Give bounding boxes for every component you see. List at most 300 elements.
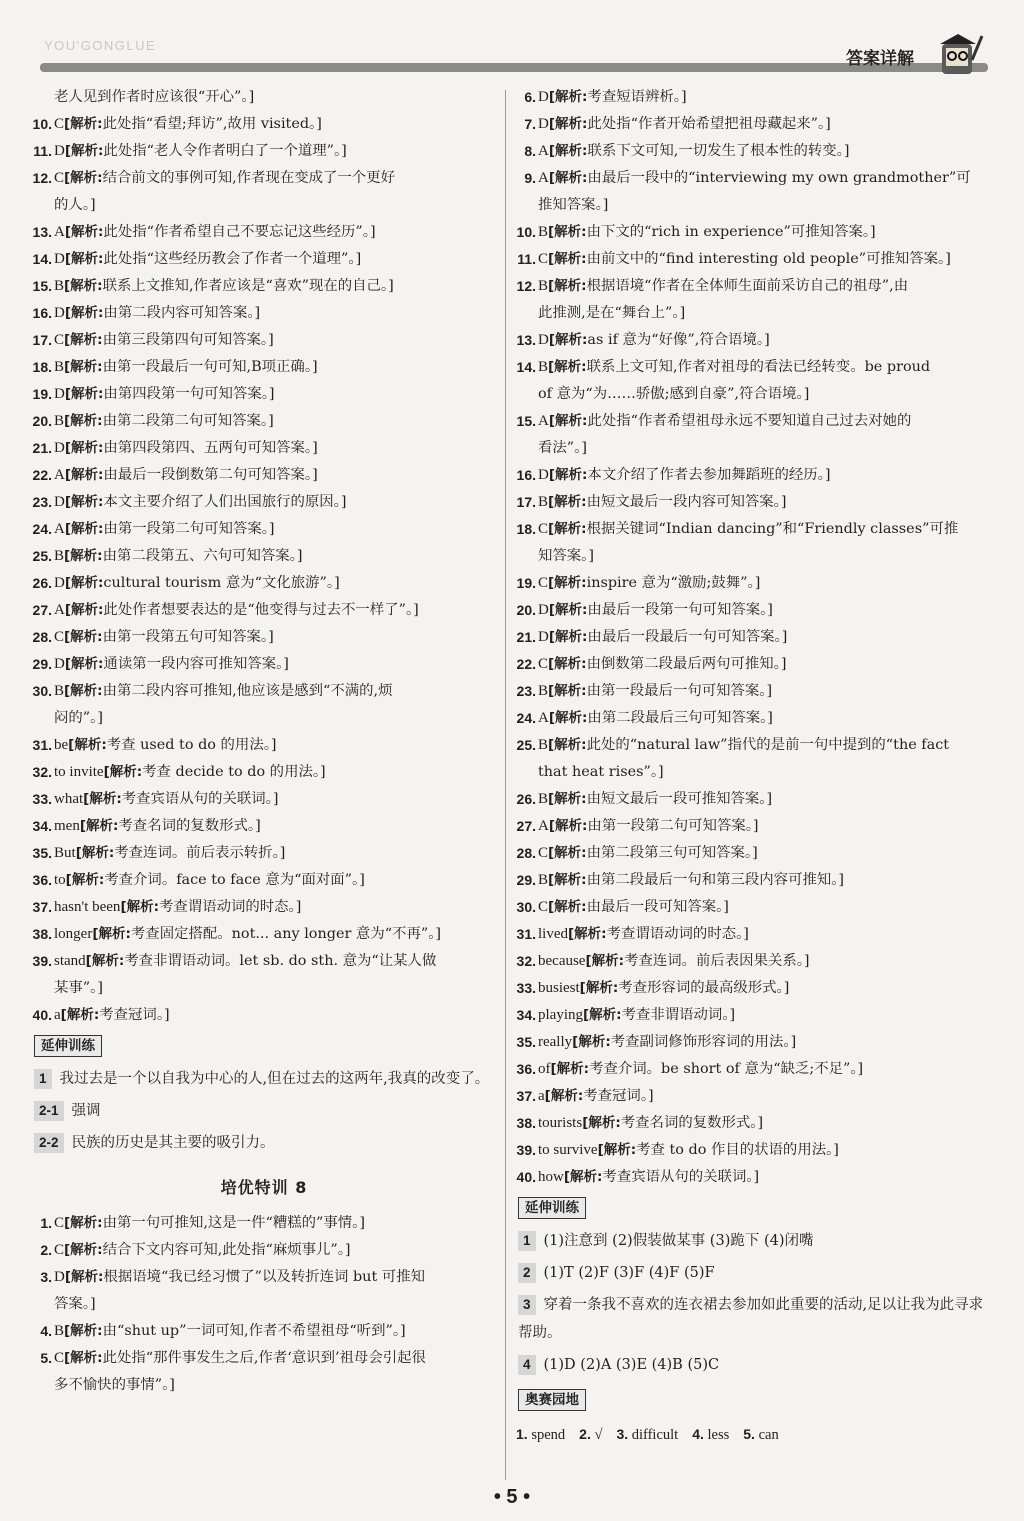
item-answer: D [54, 305, 65, 321]
answer-item [512, 1137, 984, 1164]
item-number: 21. [516, 629, 536, 645]
analysis-label: [解析: [79, 818, 119, 834]
answer-item [512, 894, 984, 921]
item-number: 35. [32, 845, 52, 861]
analysis-label: [解析: [64, 1215, 103, 1231]
item-answer: C [538, 656, 549, 672]
item-number: 22. [516, 656, 536, 672]
item-explanation: 由第一段第五句可知答案。] [102, 629, 274, 645]
item-answer: to invite [54, 764, 104, 780]
answer-item [512, 570, 984, 597]
item-explanation: as if 意为“好像”,符合语境。] [587, 332, 770, 348]
answer-item [28, 867, 500, 894]
analysis-label: [解析: [548, 710, 588, 726]
item-explanation: 由下文的“rich in experience”可推知答案。] [586, 224, 876, 240]
item-answer: B [538, 791, 549, 807]
item-answer: D [538, 467, 549, 483]
extension-text: 穿着一条我不喜欢的连衣裙去参加如此重要的活动,足以让我为此寻求帮助。 [518, 1297, 984, 1341]
answer-item [28, 84, 500, 111]
item-continuation: 多不愉快的事情”。] [54, 1377, 175, 1393]
header-title: 答案详解 [846, 49, 914, 69]
item-number: 31. [32, 737, 52, 753]
answer-item [28, 543, 500, 570]
item-answer: C [54, 170, 65, 186]
item-explanation: 由最后一段第一句可知答案。] [587, 602, 773, 618]
analysis-label: [解析: [548, 332, 588, 348]
answer-item [512, 624, 984, 651]
item-explanation: cultural tourism 意为“文化旅游”。] [103, 575, 340, 591]
contest-item [616, 1427, 678, 1443]
item-answer: B [54, 548, 65, 564]
analysis-label: [解析: [64, 683, 103, 699]
item-answer: B [54, 1323, 65, 1339]
contest-item [516, 1427, 565, 1443]
item-answer: A [538, 710, 549, 726]
answer-item [28, 921, 500, 948]
item-explanation: 考查 to do 作目的状语的用法。] [636, 1142, 839, 1158]
item-explanation: 考查谓语动词的时态。] [159, 899, 302, 915]
answer-item [512, 246, 984, 273]
item-continuation: 看法”。] [538, 440, 587, 456]
item-answer: D [54, 440, 65, 456]
analysis-label: [解析: [64, 548, 103, 564]
analysis-label: [解析: [64, 1323, 103, 1339]
item-explanation: 由第二段第二句可知答案。] [102, 413, 274, 429]
item-answer: C [538, 899, 549, 915]
item-answer: A [538, 170, 549, 186]
item-number: 15. [516, 413, 536, 429]
item-explanation: 由最后一段中的“interviewing my own grandmother”可 [587, 170, 971, 186]
item-explanation: 考查宾语从句的关联词。] [121, 791, 279, 807]
item-answer: C [538, 521, 549, 537]
analysis-label: [解析: [64, 467, 104, 483]
item-explanation: 由第二段内容可推知,他应该是感到“不满的,烦 [102, 683, 393, 699]
contest-answer: √ [594, 1427, 603, 1443]
item-answer: B [54, 683, 65, 699]
extension-number: 2-1 [34, 1101, 64, 1121]
analysis-label: [解析: [548, 818, 588, 834]
left-answer-list-2 [28, 1210, 500, 1399]
item-answer: D [54, 575, 65, 591]
extension-text: (1)D (2)A (3)E (4)B (5)C [543, 1357, 720, 1373]
analysis-label: [解析: [120, 899, 160, 915]
answer-item [28, 273, 500, 300]
answer-item [512, 219, 984, 246]
item-explanation: 由第一句可推知,这是一件“糟糕的”事情。] [102, 1215, 365, 1231]
item-number: 17. [32, 332, 52, 348]
item-answer: a [54, 1007, 61, 1023]
item-answer: C [54, 629, 65, 645]
item-explanation: 考查非谓语动词。let sb. do sth. 意为“让某人做 [124, 953, 437, 969]
analysis-label: [解析: [548, 683, 587, 699]
answer-item [28, 894, 500, 921]
item-explanation: 此处作者想要表达的是“他变得与过去不一样了”。] [103, 602, 419, 618]
item-explanation: 由前文中的“find interesting old people”可推知答案。] [586, 251, 951, 267]
answer-item [28, 219, 500, 246]
item-continuation: 知答案。] [538, 548, 594, 564]
item-explanation: 由第一段第二句可知答案。] [103, 521, 275, 537]
analysis-label: [解析: [85, 953, 125, 969]
right-answer-list [512, 84, 984, 1191]
contest-number: 1. [516, 1426, 528, 1442]
item-number: 17. [516, 494, 536, 510]
item-explanation: 由第二段最后一句和第三段内容可推知。] [586, 872, 845, 888]
item-answer: playing [538, 1007, 583, 1023]
analysis-label: [解析: [64, 575, 104, 591]
item-number: 5. [40, 1350, 52, 1366]
extension-number: 4 [518, 1355, 536, 1375]
left-column [28, 84, 500, 1399]
item-continuation: 推知答案。] [538, 197, 609, 213]
analysis-label: [解析: [548, 224, 587, 240]
answer-item [512, 678, 984, 705]
item-answer: A [538, 143, 549, 159]
answer-item [28, 354, 500, 381]
item-explanation: 根据语境“作者在全体师生面前采访自己的祖母”,由 [586, 278, 909, 294]
extension-text: 民族的历史是其主要的吸引力。 [71, 1135, 275, 1151]
item-explanation: 由倒数第二段最后两句可推知。] [586, 656, 787, 672]
item-explanation: 由最后一段可知答案。] [586, 899, 729, 915]
analysis-label: [解析: [585, 953, 625, 969]
item-number: 23. [32, 494, 52, 510]
answer-item [512, 840, 984, 867]
item-number: 24. [32, 521, 52, 537]
answer-item [512, 786, 984, 813]
contest-answers [516, 1421, 984, 1448]
item-explanation: 考查谓语动词的时态。] [606, 926, 749, 942]
item-explanation: 考查 decide to do 的用法。] [142, 764, 326, 780]
item-explanation: 由第二段第三句可知答案。] [586, 845, 758, 861]
contest-answer: less [707, 1427, 730, 1443]
item-explanation: 联系下文可知,一切发生了根本性的转变。] [587, 143, 850, 159]
analysis-label: [解析: [548, 170, 588, 186]
analysis-label: [解析: [548, 845, 587, 861]
analysis-label: [解析: [582, 1115, 621, 1131]
answer-item [512, 975, 984, 1002]
item-number: 25. [516, 737, 536, 753]
item-answer: D [538, 89, 549, 105]
item-answer: be [54, 737, 69, 753]
extension-text: 强调 [71, 1103, 101, 1119]
item-explanation: 此处指“作者希望自己不要忘记这些经历”。] [103, 224, 376, 240]
answer-item [28, 516, 500, 543]
answer-item [512, 867, 984, 894]
extension-number: 1 [34, 1069, 52, 1089]
item-answer: hasn't been [54, 899, 121, 915]
analysis-label: [解析: [64, 359, 103, 375]
item-number: 19. [32, 386, 52, 402]
item-answer: C [538, 251, 549, 267]
answer-item [512, 1083, 984, 1110]
extension-item [34, 1129, 500, 1157]
item-number: 14. [516, 359, 536, 375]
item-number: 28. [516, 845, 536, 861]
analysis-label: [解析: [64, 440, 104, 456]
item-number: 28. [32, 629, 52, 645]
item-explanation: 结合下文内容可知,此处指“麻烦事儿”。] [102, 1242, 351, 1258]
item-number: 11. [33, 143, 52, 159]
answer-item [512, 1110, 984, 1137]
item-answer: what [54, 791, 84, 807]
analysis-label: [解析: [548, 656, 587, 672]
item-explanation: 由“shut up”一词可知,作者不希望祖母“听到”。] [102, 1323, 406, 1339]
analysis-label: [解析: [64, 494, 104, 510]
item-number: 40. [516, 1169, 536, 1185]
item-number: 4. [40, 1323, 52, 1339]
item-explanation: 此处指“看望;拜访”,故用 visited。] [102, 116, 322, 132]
item-explanation: 老人见到作者时应该很“开心”。] [54, 89, 255, 105]
contest-number: 4. [692, 1426, 704, 1442]
item-answer: to [54, 872, 66, 888]
analysis-label: [解析: [64, 386, 104, 402]
item-answer: of [538, 1061, 551, 1077]
analysis-label: [解析: [64, 332, 103, 348]
item-number: 34. [516, 1007, 536, 1023]
answer-item [28, 165, 500, 192]
answer-item [28, 651, 500, 678]
answer-item [512, 462, 984, 489]
extension-label-left: 延伸训练 [34, 1035, 102, 1057]
item-number: 9. [524, 170, 536, 186]
analysis-label: [解析: [544, 1088, 584, 1104]
item-answer: D [54, 494, 65, 510]
item-number: 26. [516, 791, 536, 807]
item-number: 40. [32, 1007, 52, 1023]
item-number: 36. [32, 872, 52, 888]
item-number: 32. [32, 764, 52, 780]
item-explanation: 根据语境“我已经习惯了”以及转折连词 but 可推知 [103, 1269, 425, 1285]
analysis-label: [解析: [64, 143, 104, 159]
item-number: 33. [516, 980, 536, 996]
item-explanation: 此处指“这些经历教会了作者一个道理”。] [103, 251, 362, 267]
answer-item [512, 516, 984, 543]
item-answer: A [54, 224, 65, 240]
item-number: 13. [516, 332, 536, 348]
item-number: 20. [516, 602, 536, 618]
analysis-label: [解析: [597, 1142, 637, 1158]
item-explanation: 此处指“老人令作者明白了一个道理”。] [103, 143, 347, 159]
item-number: 3. [40, 1269, 52, 1285]
contest-number: 3. [616, 1426, 629, 1442]
item-number: 38. [32, 926, 52, 942]
extension-number: 2 [518, 1263, 536, 1283]
item-explanation: 考查名词的复数形式。] [620, 1115, 764, 1131]
analysis-label: [解析: [64, 629, 103, 645]
item-number: 30. [32, 683, 52, 699]
item-number: 24. [516, 710, 536, 726]
extension-item [34, 1097, 500, 1125]
analysis-label: [解析: [75, 845, 115, 861]
page-number: • 5 • [493, 1486, 531, 1508]
answer-item [28, 408, 500, 435]
item-explanation: 由第一段最后一句可知,B项正确。] [102, 359, 318, 375]
item-explanation: 由第二段第五、六句可知答案。] [102, 548, 303, 564]
item-number: 30. [516, 899, 536, 915]
analysis-label: [解析: [548, 413, 588, 429]
item-explanation: 此处指“那件事发生之后,作者‘意识到’祖母会引起很 [102, 1350, 426, 1366]
analysis-label: [解析: [64, 521, 104, 537]
item-answer: B [54, 359, 65, 375]
answer-item [28, 300, 500, 327]
section-title: 培优特训 8 [220, 1178, 308, 1197]
item-answer: D [54, 143, 65, 159]
item-number: 31. [516, 926, 536, 942]
item-answer: D [538, 332, 549, 348]
analysis-label: [解析: [64, 251, 104, 267]
item-answer: a [538, 1088, 545, 1104]
item-number: 27. [516, 818, 536, 834]
answer-item [512, 1164, 984, 1191]
item-number: 39. [516, 1142, 536, 1158]
item-answer: D [54, 251, 65, 267]
item-answer: B [538, 494, 549, 510]
item-number: 12. [32, 170, 52, 186]
analysis-label: [解析: [548, 602, 588, 618]
item-number: 18. [516, 521, 536, 537]
analysis-label: [解析: [548, 737, 587, 753]
analysis-label: [解析: [548, 143, 588, 159]
answer-item [512, 111, 984, 138]
answer-item [28, 840, 500, 867]
answer-item [28, 246, 500, 273]
item-number: 19. [516, 575, 536, 591]
item-answer: longer [54, 926, 93, 942]
answer-item [28, 1264, 500, 1291]
analysis-label: [解析: [548, 89, 588, 105]
contest-item [692, 1427, 729, 1443]
answer-item [28, 759, 500, 786]
left-answer-list [28, 84, 500, 1029]
analysis-label: [解析: [64, 224, 104, 240]
item-answer: stand [54, 953, 86, 969]
item-explanation: 本文介绍了作者去参加舞蹈班的经历。] [587, 467, 831, 483]
answer-item [512, 84, 984, 111]
analysis-label: [解析: [65, 872, 105, 888]
item-number: 10. [32, 116, 52, 132]
extension-item [34, 1065, 500, 1093]
analysis-label: [解析: [572, 1034, 611, 1050]
item-number: 10. [516, 224, 536, 240]
item-number: 29. [32, 656, 52, 672]
item-answer: tourists [538, 1115, 583, 1131]
student-mascot-icon [936, 30, 984, 76]
item-answer: B [54, 413, 65, 429]
analysis-label: [解析: [548, 278, 587, 294]
item-number: 38. [516, 1115, 536, 1131]
analysis-label: [解析: [548, 872, 587, 888]
item-explanation: 由第四段第四、五两句可知答案。] [103, 440, 318, 456]
item-number: 37. [516, 1088, 536, 1104]
analysis-label: [解析: [64, 656, 104, 672]
header-brand: YOU'GONGLUE [44, 38, 157, 53]
item-explanation: 联系上文推知,作者应该是“喜欢”现在的自己。] [102, 278, 394, 294]
item-answer: lived [538, 926, 568, 942]
answer-item [512, 732, 984, 759]
extension-number: 1 [518, 1231, 536, 1251]
analysis-label: [解析: [548, 467, 588, 483]
item-explanation: 根据关键词“Indian dancing”和“Friendly classes”可推 [586, 521, 959, 537]
item-answer: C [54, 1215, 65, 1231]
analysis-label: [解析: [64, 1269, 104, 1285]
item-answer: B [538, 278, 549, 294]
item-number: 18. [32, 359, 52, 375]
item-number: 29. [516, 872, 536, 888]
item-answer: C [538, 845, 549, 861]
answer-item [28, 1002, 500, 1029]
analysis-label: [解析: [60, 1007, 100, 1023]
contest-number: 2. [579, 1426, 591, 1442]
extension-item [518, 1227, 984, 1255]
extension-label-right: 延伸训练 [518, 1197, 586, 1219]
item-explanation: 考查介词。be short of 意为“缺乏;不足”。] [589, 1061, 864, 1077]
analysis-label: [解析: [548, 116, 588, 132]
item-number: 8. [524, 143, 536, 159]
item-number: 20. [32, 413, 52, 429]
analysis-label: [解析: [64, 1350, 103, 1366]
answer-item [512, 1056, 984, 1083]
extension-number: 2-2 [34, 1133, 64, 1153]
extension-text: (1)注意到 (2)假装做某事 (3)跪下 (4)闭嘴 [543, 1233, 814, 1249]
analysis-label: [解析: [83, 791, 122, 807]
item-number: 13. [32, 224, 52, 240]
item-explanation: 此处的“natural law”指代的是前一句中提到的“the fact [586, 737, 950, 753]
item-answer: C [54, 1242, 65, 1258]
answer-item [28, 462, 500, 489]
left-extension-list [28, 1065, 500, 1157]
item-explanation: 本文主要介绍了人们出国旅行的原因。] [103, 494, 347, 510]
answer-item [28, 570, 500, 597]
analysis-label: [解析: [548, 629, 588, 645]
item-number: 23. [516, 683, 536, 699]
item-answer: busiest [538, 980, 580, 996]
item-answer: C [538, 575, 549, 591]
item-number: 36. [516, 1061, 536, 1077]
item-number: 12. [516, 278, 536, 294]
contest-number: 5. [743, 1426, 755, 1442]
item-answer: B [538, 359, 549, 375]
item-number: 25. [32, 548, 52, 564]
item-explanation: 考查冠词。] [99, 1007, 170, 1023]
item-explanation: 通读第一段内容可推知答案。] [103, 656, 289, 672]
analysis-label: [解析: [548, 251, 587, 267]
item-answer: C [54, 116, 65, 132]
answer-item [28, 732, 500, 759]
item-number: 22. [32, 467, 52, 483]
answer-item [512, 597, 984, 624]
answer-item [28, 678, 500, 705]
item-continuation: 的人。] [54, 197, 96, 213]
item-answer: to survive [538, 1142, 598, 1158]
analysis-label: [解析: [64, 305, 104, 321]
analysis-label: [解析: [548, 791, 587, 807]
item-answer: really [538, 1034, 573, 1050]
item-explanation: 考查副词修饰形容词的用法。] [610, 1034, 797, 1050]
item-explanation: 结合前文的事例可知,作者现在变成了一个更好 [102, 170, 395, 186]
right-extension-list [512, 1227, 984, 1379]
item-explanation: 由短文最后一段可推知答案。] [586, 791, 773, 807]
item-explanation: 由第三段第四句可知答案。] [102, 332, 274, 348]
answer-item [512, 408, 984, 435]
answer-item [512, 921, 984, 948]
analysis-label: [解析: [64, 1242, 103, 1258]
item-explanation: inspire 意为“激励;鼓舞”。] [586, 575, 761, 591]
item-explanation: 考查连词。前后表示转折。] [114, 845, 286, 861]
item-number: 35. [516, 1034, 536, 1050]
item-answer: D [538, 629, 549, 645]
item-answer: B [538, 683, 549, 699]
item-number: 37. [32, 899, 52, 915]
answer-item [28, 1237, 500, 1264]
